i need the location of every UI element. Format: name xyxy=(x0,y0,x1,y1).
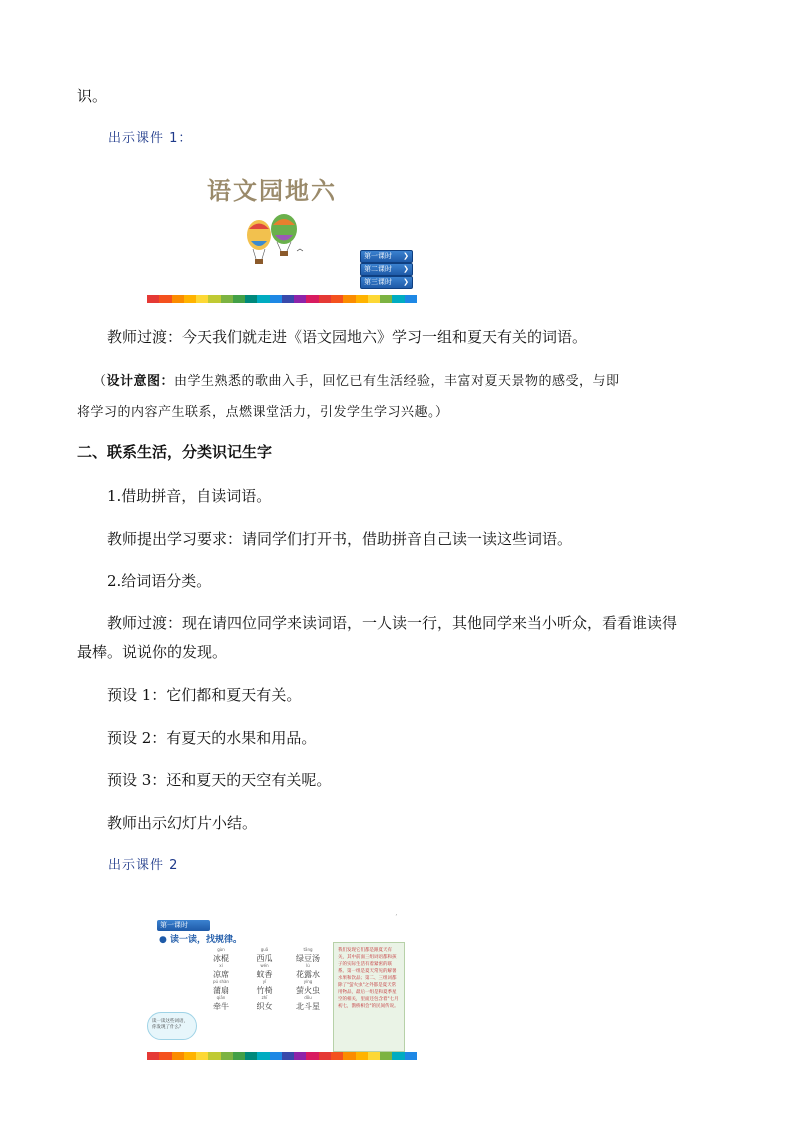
stripe-segment xyxy=(380,295,392,303)
word-grid xyxy=(202,948,327,1012)
stripe-segment xyxy=(221,1052,233,1060)
lesson-tab[interactable]: 第一课时 xyxy=(157,920,210,931)
text-line: 教师提出学习要求：请同学们打开书，借助拼音自己读一读这些词语。 xyxy=(107,530,573,548)
stripe-segment xyxy=(208,295,220,303)
slide-title: 语文园地六 xyxy=(207,176,337,205)
stripe-segment xyxy=(282,1052,294,1060)
stripe-segment xyxy=(282,295,294,303)
word-item: wén 蚊香 xyxy=(246,969,284,980)
word-item: yǐ 竹椅 xyxy=(246,985,284,996)
pinyin: wén xyxy=(260,963,269,968)
courseware-label: 出示课件 1： xyxy=(108,131,193,146)
text-line: 1.借助拼音，自读词语。 xyxy=(107,487,272,505)
word-item: tāng 绿豆汤 xyxy=(289,953,327,964)
word-item: xí 凉席 xyxy=(202,969,240,980)
stripe-segment xyxy=(306,295,318,303)
stripe-segment xyxy=(196,295,208,303)
text-line: 预设 2：有夏天的水果和用品。 xyxy=(107,729,317,747)
hot-air-balloons-illustration xyxy=(239,213,309,275)
stripe-segment xyxy=(368,1052,380,1060)
word-item: lù 花露水 xyxy=(289,969,327,980)
courseware-slide-1 xyxy=(147,163,417,303)
stripe-segment xyxy=(245,1052,257,1060)
stripe-segment xyxy=(233,1052,245,1060)
design-intent: （设计意图：由学生熟悉的歌曲入手，回忆已有生活经验，丰富对夏天景物的感受，与即 xyxy=(93,374,620,389)
stripe-segment xyxy=(319,295,331,303)
word-item: pú shàn 蒲扇 xyxy=(202,985,240,996)
pinyin: lù xyxy=(306,963,310,968)
word-item: qiān 牵牛 xyxy=(202,1001,240,1012)
word-item: guā 西瓜 xyxy=(246,953,284,964)
stripe-segment xyxy=(331,295,343,303)
stripe-segment xyxy=(343,1052,355,1060)
word-item: yíng 萤火虫 xyxy=(289,985,327,996)
stripe-segment xyxy=(294,295,306,303)
word-row xyxy=(202,964,327,980)
stripe-segment xyxy=(392,1052,404,1060)
word-item: dǒu 北斗星 xyxy=(289,1001,327,1012)
text-line: 预设 3：还和夏天的天空有关呢。 xyxy=(107,771,332,789)
design-intent-cont: 将学习的内容产生联系，点燃课堂活力，引发学生学习兴趣。） xyxy=(77,405,449,420)
pinyin: yǐ xyxy=(262,979,267,984)
text-line: 教师出示幻灯片小结。 xyxy=(107,814,258,832)
stripe-segment xyxy=(405,295,417,303)
text-line: 预设 1：它们都和夏天有关。 xyxy=(107,686,302,704)
word-row xyxy=(202,996,327,1012)
corner-mark: ʼ xyxy=(395,914,397,921)
pinyin: guā xyxy=(260,947,269,952)
stripe-segment xyxy=(184,295,196,303)
pinyin: qiān xyxy=(216,995,226,1000)
stripe-segment xyxy=(356,295,368,303)
stripe-segment xyxy=(368,295,380,303)
word-row xyxy=(202,948,327,964)
stripe-segment xyxy=(147,1052,159,1060)
summary-note: 我们发现它们都是跟夏天有关，其中前面三组词语都和孩子的实际生活有着紧密的联系。第一组是夏天常见的解暑水果和饮品；第二、三组词都除了"萤火虫"之外都是夏天常用物品，最后一组是和夏季星空的相关，里面还包含着"七月初七，鹊桥相会"的民间传说。 xyxy=(333,942,405,1052)
pinyin: yíng xyxy=(303,979,313,984)
stripe-segment xyxy=(306,1052,318,1060)
stripe-segment xyxy=(257,1052,269,1060)
stripe-segment xyxy=(294,1052,306,1060)
stripe-segment xyxy=(356,1052,368,1060)
lesson-button-1[interactable]: 第一课时 ❯ xyxy=(360,250,413,263)
stripe-segment xyxy=(319,1052,331,1060)
stripe-segment xyxy=(184,1052,196,1060)
stripe-segment xyxy=(270,295,282,303)
stripe-segment xyxy=(270,1052,282,1060)
pinyin: xí xyxy=(219,963,223,968)
slide-subtitle: ● 读一读，找规律。 xyxy=(159,935,242,945)
stripe-segment xyxy=(331,1052,343,1060)
stripe-segment xyxy=(172,1052,184,1060)
stripe-segment xyxy=(147,295,159,303)
pinyin: zhī xyxy=(261,995,268,1000)
pinyin: gùn xyxy=(217,947,225,952)
stripe-segment xyxy=(159,295,171,303)
pinyin: tāng xyxy=(303,947,313,952)
stripe-segment xyxy=(392,295,404,303)
stripe-segment xyxy=(343,295,355,303)
stripe-segment xyxy=(380,1052,392,1060)
stripe-segment xyxy=(196,1052,208,1060)
stripe-segment xyxy=(159,1052,171,1060)
text-line: 识。 xyxy=(77,87,108,105)
text-line: 最棒。说说你的发现。 xyxy=(77,643,228,661)
stripe-segment xyxy=(208,1052,220,1060)
word-row xyxy=(202,980,327,996)
stripe-segment xyxy=(245,295,257,303)
lesson-button-2[interactable]: 第二课时 ❯ xyxy=(360,263,413,276)
stripe-segment xyxy=(233,295,245,303)
word-item: zhī 织女 xyxy=(246,1001,284,1012)
rainbow-stripe xyxy=(147,1052,417,1060)
text-line: 教师过渡：现在请四位同学来读词语，一人读一行，其他同学来当小听众，看看谁读得 xyxy=(107,614,678,632)
section-heading: 二、联系生活，分类识记生字 xyxy=(77,443,273,461)
lesson-button-3[interactable]: 第三课时 ❯ xyxy=(360,276,413,289)
courseware-label: 出示课件 2 xyxy=(108,858,179,873)
stripe-segment xyxy=(257,295,269,303)
pinyin: pú shàn xyxy=(213,979,229,984)
text-line: 2.给词语分类。 xyxy=(107,572,212,590)
stripe-segment xyxy=(405,1052,417,1060)
stripe-segment xyxy=(172,295,184,303)
rainbow-stripe xyxy=(147,295,417,303)
pinyin: dǒu xyxy=(304,995,312,1000)
question-cloud: 读一读这些词语，你发现了什么？ xyxy=(147,1012,197,1040)
stripe-segment xyxy=(221,295,233,303)
courseware-slide-2 xyxy=(147,912,417,1060)
text-line: 教师过渡：今天我们就走进《语文园地六》学习一组和夏天有关的词语。 xyxy=(107,328,588,346)
word-item: gùn 冰棍 xyxy=(202,953,240,964)
